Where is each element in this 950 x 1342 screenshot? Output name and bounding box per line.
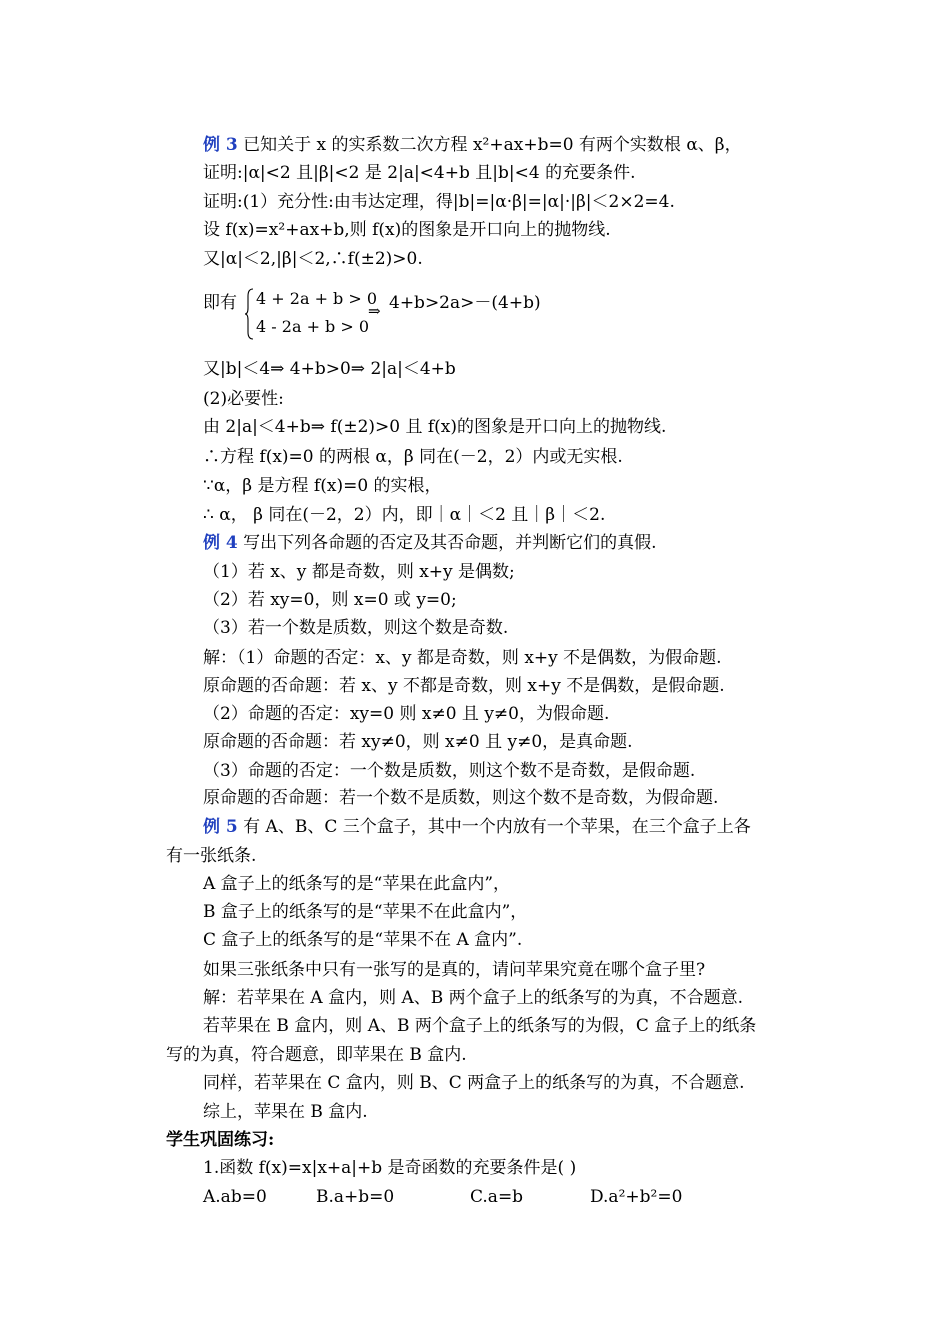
text-line xyxy=(166,1044,467,1066)
line-text: 设 f(x)=x²+ax+b,则 f(x)的图象是开口向上的抛物线. xyxy=(203,220,611,240)
example-label: 例 4 xyxy=(203,533,238,553)
line-text: 已知关于 x 的实系数二次方程 x²+ax+b=0 有两个实数根 α、β， xyxy=(237,135,742,155)
left-brace-icon xyxy=(244,288,254,340)
text-line xyxy=(203,675,725,697)
system-result: 4+b>2a>－(4+b) xyxy=(389,293,541,313)
text-line xyxy=(203,388,284,410)
text-line xyxy=(203,162,635,184)
example-label: 例 5 xyxy=(203,817,238,837)
line-text: 同样，若苹果在 C 盒内，则 B、C 两盒子上的纸条写的为真，不合题意. xyxy=(203,1073,745,1093)
line-text: 有 A、B、C 三个盒子，其中一个内放有一个苹果，在三个盒子上各 xyxy=(237,817,751,837)
line-text: （2）命题的否定：xy=0 则 x≠0 且 y≠0，为假命题. xyxy=(203,704,610,724)
line-text: 又|α|＜2,|β|＜2,∴f(±2)>0. xyxy=(203,249,423,269)
text-line xyxy=(203,561,515,583)
line-text: 证明:|α|<2 且|β|<2 是 2|a|<4+b 且|b|<4 的充要条件. xyxy=(203,163,636,183)
text-line xyxy=(203,873,510,895)
line-text: 又|b|＜4⇒ 4+b>0⇒ 2|a|＜4+b xyxy=(203,359,456,379)
line-text: （3）若一个数是质数，则这个数是奇数. xyxy=(203,618,509,638)
text-line xyxy=(203,1015,756,1037)
text-line xyxy=(203,475,442,497)
text-line xyxy=(203,929,522,951)
text-line xyxy=(203,532,657,554)
example-label: 例 3 xyxy=(203,135,238,155)
text-line xyxy=(203,647,722,669)
line-text: 写的为真，符合题意，即苹果在 B 盒内. xyxy=(166,1045,467,1065)
line-text: B 盒子上的纸条写的是“苹果不在此盒内”， xyxy=(203,902,528,922)
line-text: 原命题的否命题：若 xy≠0，则 x≠0 且 y≠0，是真命题. xyxy=(203,732,633,752)
system-row-1: 4 + 2a + b > 0 xyxy=(256,289,378,308)
line-text: (2)必要性: xyxy=(203,389,284,409)
text-line xyxy=(203,416,666,438)
line-text: 证明:(1）充分性:由韦达定理，得|b|=|α·β|=|α|·|β|＜2×2=4. xyxy=(203,192,675,212)
line-text: 如果三张纸条中只有一张写的是真的，请问苹果究竟在哪个盒子里? xyxy=(203,960,706,980)
line-text: 解：（1）命题的否定：x、y 都是奇数，则 x+y 不是偶数，为假命题. xyxy=(203,648,722,668)
text-line xyxy=(166,845,256,867)
option-a: A.ab=0 xyxy=(203,1187,267,1207)
line-text: A 盒子上的纸条写的是“苹果在此盒内”， xyxy=(203,874,511,894)
option-d: D.a²+b²=0 xyxy=(590,1187,683,1207)
text-line xyxy=(166,1129,274,1151)
system-label: 即有 xyxy=(203,293,237,313)
text-line xyxy=(203,1101,368,1123)
line-text: ∴ α， β 同在(－2，2）内，即｜α｜＜2 且｜β｜＜2. xyxy=(203,505,606,525)
text-line xyxy=(203,787,718,809)
text-line xyxy=(203,191,675,213)
line-text: ∴方程 f(x)=0 的两根 α，β 同在(－2，2）内或无实根. xyxy=(203,447,623,467)
text-line xyxy=(203,959,705,981)
text-line xyxy=(203,703,609,725)
option-c: C.a=b xyxy=(470,1187,524,1207)
text-line xyxy=(203,987,743,1009)
line-text: 解：若苹果在 A 盒内，则 A、B 两个盒子上的纸条写的为真，不合题意. xyxy=(203,988,744,1008)
text-line xyxy=(203,134,742,156)
line-text: 写出下列各命题的否定及其否命题，并判断它们的真假. xyxy=(237,533,657,553)
text-line xyxy=(203,760,695,782)
text-line xyxy=(203,1072,745,1094)
line-text: （2）若 xy=0，则 x=0 或 y=0; xyxy=(203,590,457,610)
line-text: 综上，苹果在 B 盒内. xyxy=(203,1102,368,1122)
line-text: 若苹果在 B 盒内，则 A、B 两个盒子上的纸条写的为假，C 盒子上的纸条 xyxy=(203,1016,757,1036)
text-line xyxy=(203,816,751,838)
text-line xyxy=(203,1157,576,1179)
system-row-2: 4 - 2a + b > 0 xyxy=(256,317,370,336)
option-b: B.a+b=0 xyxy=(316,1187,395,1207)
line-text: 原命题的否命题：若一个数不是质数，则这个数不是奇数，为假命题. xyxy=(203,788,719,808)
text-line xyxy=(203,589,457,611)
text-line xyxy=(203,901,527,923)
line-text: （1）若 x、y 都是奇数，则 x+y 是偶数; xyxy=(203,562,515,582)
implies-arrow: ⇒ xyxy=(368,302,381,320)
text-line xyxy=(203,358,456,380)
line-text: C 盒子上的纸条写的是“苹果不在 A 盒内”. xyxy=(203,930,523,950)
line-text: 有一张纸条. xyxy=(166,846,257,866)
text-line xyxy=(203,731,633,753)
line-text: 学生巩固练习: xyxy=(166,1130,275,1150)
text-line xyxy=(203,446,623,468)
text-line xyxy=(203,219,611,241)
text-line xyxy=(203,248,423,270)
line-text: ∵α，β 是方程 f(x)=0 的实根， xyxy=(203,476,442,496)
line-text: 原命题的否命题：若 x、y 不都是奇数，则 x+y 不是偶数，是假命题. xyxy=(203,676,725,696)
line-text: 1.函数 f(x)=x|x+a|+b 是奇函数的充要条件是( ) xyxy=(203,1158,577,1178)
text-line xyxy=(203,504,605,526)
line-text: 由 2|a|＜4+b⇒ f(±2)>0 且 f(x)的图象是开口向上的抛物线. xyxy=(203,417,667,437)
text-line xyxy=(203,617,508,639)
line-text: （3）命题的否定：一个数是质数，则这个数不是奇数，是假命题. xyxy=(203,761,696,781)
